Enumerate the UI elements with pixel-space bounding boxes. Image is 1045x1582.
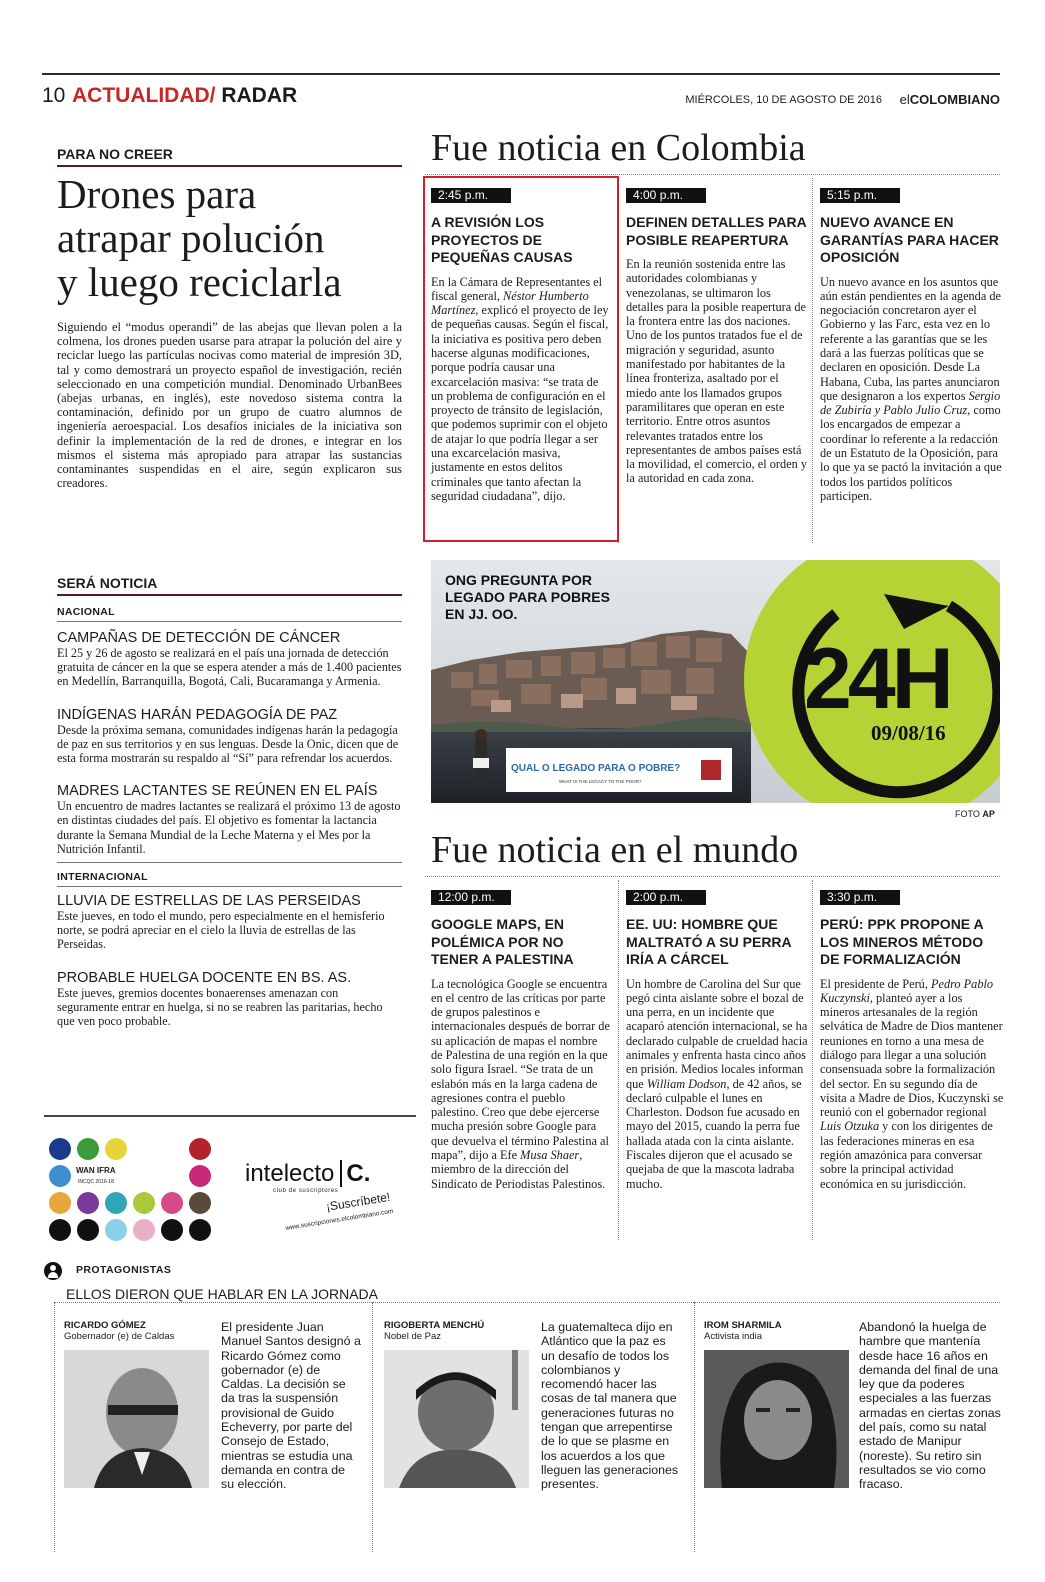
- protagonist-name: IROM SHARMILA: [704, 1320, 782, 1331]
- protagonist-photo: [64, 1350, 209, 1488]
- sera-item-body: Este jueves, gremios docentes bonaerenses amenazan con seguramente entrar en huelga, si no se reabren las paritarias, hecho que ven poco probable.: [57, 985, 383, 1029]
- sera-item-title: CAMPAÑAS DE DETECCIÓN DE CÁNCER: [57, 630, 341, 646]
- item-body: En la reunión sostenida entre las autoridades colombianas y venezolanas, se ultimaron los detalles para la posible reapertura de la frontera entre las dos naciones. Uno de los puntos tratados fue el de migración y seguridad, asunto manifestado por habitantes de la línea fronteriza, asaltado por el miedo ante los llamados grupos paramilitares que operan en este territorio. Entre otros asuntos relevantes tratados entre los representantes de ambos países está la movilidad, el comercio, el orden y la autoridad en cada zona.: [626, 257, 807, 486]
- section-label: [72, 84, 297, 108]
- badge-date: 09/08/16: [871, 721, 946, 745]
- drones-body: Siguiendo el “modus operandi” de las abejas que llevan polen a la colmena, los drones pueden usarse para atrapar la polución del aire y reciclar luego las partículas nocivas como material de impresión 3D, tal y como demostrará un proyecto español de investigación, recién seleccionado en una competición mundial. Denominado UrbanBees (abejas urbanas, en inglés), este novedoso sistema contra la contaminación, definido por un grupo de cuatro alumnos de ingeniería aeroespacial. Los desafíos iniciales de la iniciativa son definir la implementación de la red de drones, e integrar en los mismos el sistema más apropiado para atrapar las sustancias contaminantes suspendidas en el aire, según explicaron sus creadores.: [57, 320, 402, 491]
- subsection-name: RADAR: [221, 84, 298, 107]
- sera-item-5: [57, 970, 402, 1029]
- item-body: Un nuevo avance en los asuntos que aún están pendientes en la agenda de negociación concretaron ayer el Gobierno y las Farc, esta vez en lo referente a las garantías que se les dará a las fuerzas políticas que se declaren en oposición. Desde La Habana, Cuba, las partes anunciaron que designaron a los expertos Sergio de Zubiría y Pablo Julio Cruz, como los encargados de empezar a coordinar lo referente a la redacción de un Estatuto de la Oposición, para lo que ya se pactó la invitación a que todos los partidos políticos participen.: [820, 274, 1002, 503]
- page-header: [42, 82, 1000, 110]
- internacional-label: INTERNACIONAL: [57, 871, 148, 884]
- para-no-creer-section: [57, 146, 402, 167]
- sera-item-1: [57, 630, 402, 689]
- item-headline: PERÚ: PPK PROPONE A LOS MINEROS MÉTODO DE FORMALIZACIÓN: [820, 916, 984, 967]
- protagonist-2: [384, 1320, 684, 1490]
- news-photo: [431, 560, 1000, 803]
- time-badge: 3:30 p.m.: [820, 890, 900, 905]
- banner-subtext: WHAT IS THE LEGACY TO THE POOR?: [559, 779, 642, 784]
- item-headline: EE. UU: HOMBRE QUE MALTRATÓ A SU PERRA IRÍA A CÁRCEL: [626, 916, 792, 967]
- time-badge: 12:00 p.m.: [431, 890, 511, 905]
- item-body: Un hombre de Carolina del Sur que pegó cinta aislante sobre el bozal de una perra, en un incidente que acaparó atención internacional, se ha declarado culpable de crueldad hacia animales y enfrenta hasta cinco años en prisión. Medios locales informan que William Dodson, de 42 años, se declaró culpable el lunes en Charleston. Dodson fue acusado en mayo del 2015, cuando la perra fue hallada atada con la cinta aislante. Fiscales dijeron que el acusado se quejaba de que la mascota ladraba mucho.: [626, 976, 808, 1191]
- para-no-creer-kicker: PARA NO CREER: [57, 146, 173, 162]
- wan-ifra-ad[interactable]: [48, 1136, 216, 1246]
- headline-line-2: atrapar polución: [57, 215, 325, 261]
- wan-ifra-label: WAN IFRA: [76, 1166, 116, 1175]
- badge-label: 24H: [804, 631, 950, 727]
- sera-noticia-section: [57, 575, 402, 1028]
- item-headline: GOOGLE MAPS, EN POLÉMICA POR NO TENER A PALESTINA: [431, 916, 574, 967]
- sera-item-title: INDÍGENAS HARÁN PEDAGOGÍA DE PAZ: [57, 706, 338, 723]
- sera-item-body: Este jueves, en todo el mundo, pero especialmente en el hemisferio norte, se podrá apreciar en el cielo la lluvia de estrellas de las Perseidas.: [57, 909, 385, 952]
- protagonist-1: [64, 1320, 364, 1490]
- issue-date: MIÉRCOLES, 10 DE AGOSTO DE 2016: [685, 94, 882, 106]
- incqc-label: INCQC 2016-18: [78, 1179, 114, 1185]
- sera-noticia-kicker: SERÁ NOTICIA: [57, 575, 158, 591]
- mundo-item-3: [820, 888, 1004, 1191]
- kicker-rule: [57, 165, 402, 167]
- sera-item-4: [57, 893, 402, 952]
- sera-item-body: Desde la próxima semana, comunidades indígenas harán la pedagogía de paz en sus territorios y en sus lenguas. Desde la Onic, dicen que de esta forma mostrarán su respaldo al “Sí” para refrendar los acuerdos.: [57, 722, 399, 766]
- protagonist-body: El presidente Juan Manuel Santos designó a Ricardo Gómez como gobernador (e) de Caldas. La decisión se da tras la suspensión provisional de Guido Echeverry, por parte del Consejo de Estado, mientras se estudia una demanda en contra de su elección.: [221, 1320, 361, 1492]
- intelecto-logo: intelecto C.: [245, 1160, 371, 1187]
- colombia-section-title: Fue noticia en Colombia: [431, 127, 806, 169]
- brand-prefix: el: [899, 92, 910, 107]
- item-body: La tecnológica Google se encuentra en el centro de las críticas por parte de grupos palestinos e internacionales después de borrar de su aplicación de mapas el nombre de Palestina de una región en la que solo figura Israel. “Se trata de un eslabón más en la larga cadena de agresiones contra el pueblo palestino. Creo que debe ejercerse mucha presión sobre Google para que devuelva el término Palestina al mapa”, dijo a Efe Musa Shaer, miembro de la dirección del Sindicato de Periodistas Palestinos.: [431, 976, 610, 1191]
- headline-line-3: y luego reciclarla: [57, 259, 342, 305]
- colombia-item-2: [626, 186, 810, 486]
- protagonist-photo: [384, 1350, 529, 1488]
- mundo-section-title: Fue noticia en el mundo: [431, 829, 799, 871]
- photo-credit: FOTO AP: [955, 809, 995, 819]
- protagonist-3: [704, 1320, 1000, 1490]
- mundo-item-1: [431, 888, 611, 1191]
- banner-text: QUAL O LEGADO PARA O POBRE?: [511, 763, 681, 774]
- item-headline: DEFINEN DETALLES PARA POSIBLE REAPERTURA: [626, 214, 807, 248]
- brand-logo: [900, 92, 1000, 107]
- time-badge: 5:15 p.m.: [820, 188, 900, 203]
- protagonistas-kicker: PROTAGONISTAS: [76, 1264, 172, 1276]
- sera-item-2: [57, 707, 402, 766]
- protagonist-name: RIGOBERTA MENCHÚ: [384, 1320, 485, 1331]
- colombia-item-1: [431, 186, 611, 503]
- page-number: 10: [42, 84, 66, 107]
- section-separator: /: [209, 84, 216, 107]
- badge-24h: [744, 560, 1000, 803]
- brand-name: COLOMBIANO: [909, 92, 1000, 107]
- nacional-label: NACIONAL: [57, 606, 115, 618]
- sera-item-title: PROBABLE HUELGA DOCENTE EN BS. AS.: [57, 969, 352, 986]
- protagonist-body: La guatemalteca dijo en Atlántico que la paz es un desafío de todos los colombianos y recomendó hacer las cosas de tal manera que generaciones futuras no tengan que arrepentirse de lo que se plasme en los acuerdos a los que lleguen las generaciones presentes.: [541, 1320, 679, 1492]
- drones-headline: [57, 172, 417, 304]
- protagonist-role: Nobel de Paz: [384, 1331, 442, 1342]
- subscription-url[interactable]: www.suscripciones.elcolombiano.com: [285, 1207, 394, 1232]
- sera-item-3: [57, 783, 402, 856]
- mundo-top-rule: [425, 876, 1000, 877]
- kicker-rule: [57, 594, 402, 596]
- time-badge: 2:45 p.m.: [431, 188, 511, 203]
- color-dots-graphic: [48, 1136, 216, 1246]
- intelecto-ad[interactable]: [245, 1140, 415, 1240]
- suscribete-label: ¡Suscríbete!: [325, 1189, 392, 1214]
- item-body: En la Cámara de Representantes el fiscal general, Néstor Humberto Martínez, explicó el proyecto de ley de pequeñas causas. Según el fiscal, la iniciativa es positiva pero deben hacerse algunas modificaciones, porque podría causar una excarcelación masiva: “se trata de un problema de configuración en el proyecto de tránsito de legislación, que podemos suprimir con el objeto de atajar lo que podría llegar a ser una excarcelación masiva, justamente en estos delitos criminales que tanto afectan la seguridad ciudadana”, dijo.: [431, 274, 609, 503]
- person-icon: [44, 1262, 62, 1280]
- protagonist-body: Abandonó la huelga de hambre que mantenía desde hace 16 años en demanda del final de una ley que da poderes especiales a las fuerzas armadas en ciertas zonas del país, como su natal estado de Manipur (noreste). Su retiro sin resultados se vio como fracaso.: [859, 1320, 1001, 1492]
- sera-item-body: Un encuentro de madres lactantes se realizará el próximo 13 de agosto en distintas ciudades del país. El objetivo es fomentar la lactancia durante la Semana Mundial de la Leche Materna y el Mes por la Nutrición Infantil.: [57, 799, 401, 856]
- club-label: club de suscriptores: [273, 1188, 339, 1194]
- protagonist-role: Gobernador (e) de Caldas: [64, 1331, 175, 1342]
- colombia-col-sep-2: [812, 178, 813, 543]
- mundo-col-sep-2: [812, 880, 813, 1240]
- sera-item-title: LLUVIA DE ESTRELLAS DE LAS PERSEIDAS: [57, 893, 361, 910]
- mundo-item-2: [626, 888, 810, 1191]
- top-rule: [42, 73, 1000, 75]
- item-headline: NUEVO AVANCE EN GARANTÍAS PARA HACER OPOSICIÓN: [820, 214, 999, 265]
- time-badge: 4:00 p.m.: [626, 188, 706, 203]
- section-name: ACTUALIDAD: [72, 84, 210, 107]
- protagonist-role: Activista india: [704, 1331, 763, 1342]
- sera-item-body: El 25 y 26 de agosto se realizará en el país una jornada de detección gratuita de cáncer en la que se espera atender a más de 1.400 pacientes en Medellín, Barranquilla, Bogotá, Cali, Bucaramanga y Armenia.: [57, 646, 402, 689]
- mundo-col-sep-1: [618, 880, 619, 1240]
- sera-noticia-bottom-rule: [44, 1115, 416, 1117]
- item-headline: A REVISIÓN LOS PROYECTOS DE PEQUEÑAS CAUSAS: [431, 214, 573, 265]
- sera-item-title: MADRES LACTANTES SE REÚNEN EN EL PAÍS: [57, 783, 378, 800]
- headline-line-1: Drones para: [57, 171, 257, 217]
- item-body: El presidente de Perú, Pedro Pablo Kuczynski, planteó ayer a los mineros artesanales de la región selvática de Madre de Dios mantener reuniones en torno a una mesa de diálogo para llegar a una solución consensuada sobre la formalización del sector. En su segundo día de visita a Madre de Dios, Kuczynski se reunió con el gobernador regional Luis Otzuka y con los dirigentes de las federaciones mineras en esa región amazónica para conversar sobre la principal actividad económica en su jurisdicción.: [820, 976, 1004, 1191]
- protagonist-photo: [704, 1350, 849, 1488]
- colombia-top-rule: [425, 174, 1000, 175]
- colombia-item-3: [820, 186, 1004, 503]
- time-badge: 2:00 p.m.: [626, 890, 706, 905]
- protagonistas-subtitle: ELLOS DIERON QUE HABLAR EN LA JORNADA: [66, 1286, 378, 1302]
- protagonist-name: RICARDO GÓMEZ: [64, 1320, 146, 1331]
- photo-caption: ONG PREGUNTA POR LEGADO PARA POBRES EN JJ. OO.: [445, 572, 610, 622]
